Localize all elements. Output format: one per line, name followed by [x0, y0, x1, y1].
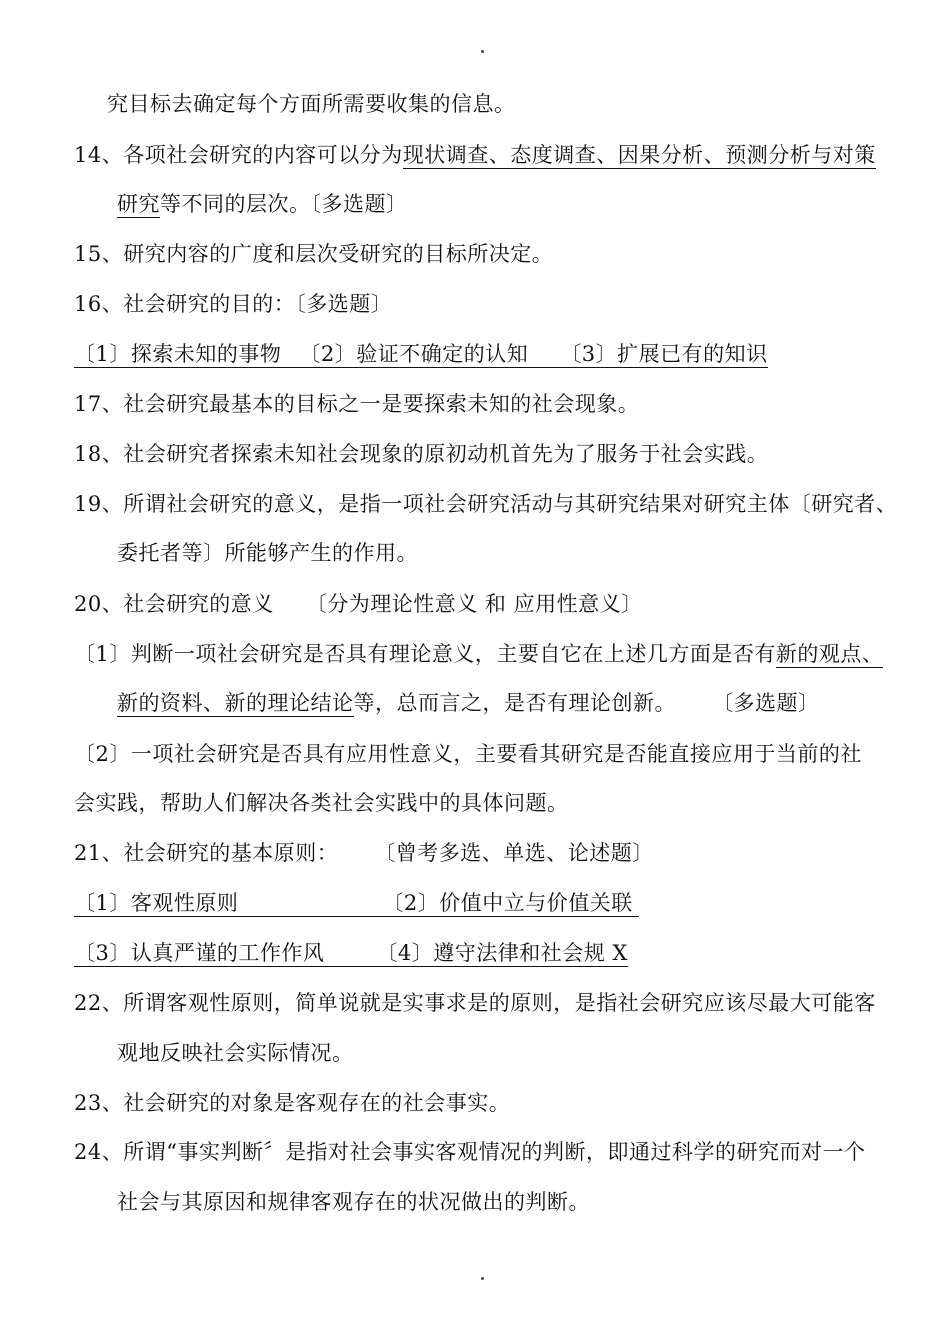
option-3: 〔3〕扩展已有的知识	[560, 342, 768, 366]
item-17	[74, 390, 639, 418]
line-text: 等，总而言之，是否有理论创新。	[353, 691, 676, 715]
line-text: 24、所谓“事实判断〞是指对社会事实客观情况的判断，即通过科学的研究而对一个	[74, 1140, 866, 1164]
line-text: 社会与其原因和规律客观存在的状况做出的判断。	[117, 1190, 590, 1214]
item-24-line2	[117, 1188, 590, 1216]
underlined-options	[74, 342, 768, 368]
line-text: 15、研究内容的广度和层次受研究的目标所决定。	[74, 242, 554, 266]
option-1: 〔1〕探索未知的事物	[74, 342, 282, 366]
underlined-text: 研究	[117, 192, 160, 216]
underlined-principles	[74, 891, 639, 917]
line-text: 16、社会研究的目的：〔多选题〕	[74, 292, 393, 316]
principle-3: 〔3〕认真严谨的工作作风	[74, 941, 325, 965]
item-21-principles-row2	[74, 939, 628, 967]
page-bottom-marker	[481, 1277, 484, 1280]
line-text: 〔分为理论性意义 和 应用性意义〕	[305, 592, 643, 616]
item-15	[74, 240, 553, 268]
line-text: 等不同的层次。〔多选题〕	[160, 192, 408, 216]
line-text: 22、所谓客观性原则，简单说就是实事求是的原则，是指社会研究应该尽最大可能客	[74, 991, 876, 1015]
line-text: 20、社会研究的意义	[74, 592, 274, 616]
item-21	[74, 839, 654, 867]
principle-1: 〔1〕客观性原则	[74, 891, 239, 915]
item-18	[74, 440, 768, 468]
line-text: 14、各项社会研究的内容可以分为	[74, 143, 403, 167]
item-24-line1	[74, 1138, 865, 1166]
page-top-marker	[481, 50, 484, 53]
line-text: 究目标去确定每个方面所需要收集的信息。	[107, 92, 516, 116]
principle-2: 〔2〕价值中立与价值关联	[382, 891, 633, 915]
item-22-line2	[117, 1039, 354, 1067]
line-text: 17、社会研究最基本的目标之一是要探索未知的社会现象。	[74, 392, 640, 416]
item-19-line1	[74, 490, 897, 518]
line-text: 23、社会研究的对象是客观存在的社会事实。	[74, 1091, 511, 1115]
line-text: 19、所谓社会研究的意义，是指一项社会研究活动与其研究结果对研究主体〔研究者、	[74, 492, 898, 516]
line-text: 委托者等〕所能够产生的作用。	[117, 541, 418, 565]
item-20-2-line1	[74, 740, 862, 768]
item-16	[74, 290, 392, 318]
item-20	[74, 590, 643, 618]
underlined-principles	[74, 941, 628, 967]
item-14-line1	[74, 141, 876, 169]
option-2: 〔2〕验证不确定的认知	[299, 342, 529, 366]
item-19-line2	[117, 539, 418, 567]
line-text: 观地反映社会实际情况。	[117, 1041, 354, 1065]
line-text: 〔1〕判断一项社会研究是否具有理论意义，主要自它在上述几方面是否有	[74, 642, 776, 666]
line-text: 18、社会研究者探索未知社会现象的原初动机首先为了服务于社会实践。	[74, 442, 769, 466]
underlined-text: 现状调查、态度调查、因果分析、预测分析与对策	[402, 143, 876, 167]
item-22-line1	[74, 989, 876, 1017]
item-20-2-line2	[74, 789, 569, 817]
question-type-tag: 〔多选题〕	[712, 691, 820, 715]
line-text: 会实践，帮助人们解决各类社会实践中的具体问题。	[74, 791, 569, 815]
item-16-options	[74, 340, 768, 368]
item-14-line2	[117, 190, 408, 218]
line-text: 〔曾考多选、单选、论述题〕	[374, 841, 654, 865]
underlined-text: 新的资料、新的理论结论	[117, 691, 354, 715]
text-line-continuation	[107, 90, 516, 118]
line-text: 〔2〕一项社会研究是否具有应用性意义，主要看其研究是否能直接应用于当前的社	[74, 742, 862, 766]
underlined-text: 新的观点、	[775, 642, 884, 666]
item-20-1-line1	[74, 640, 883, 668]
item-21-principles-row1	[74, 889, 639, 917]
principle-4: 〔4〕遵守法律和社会规 X	[376, 941, 628, 965]
line-text: 21、社会研究的基本原则：	[74, 841, 339, 865]
item-20-1-line2	[117, 689, 820, 717]
item-23	[74, 1089, 510, 1117]
